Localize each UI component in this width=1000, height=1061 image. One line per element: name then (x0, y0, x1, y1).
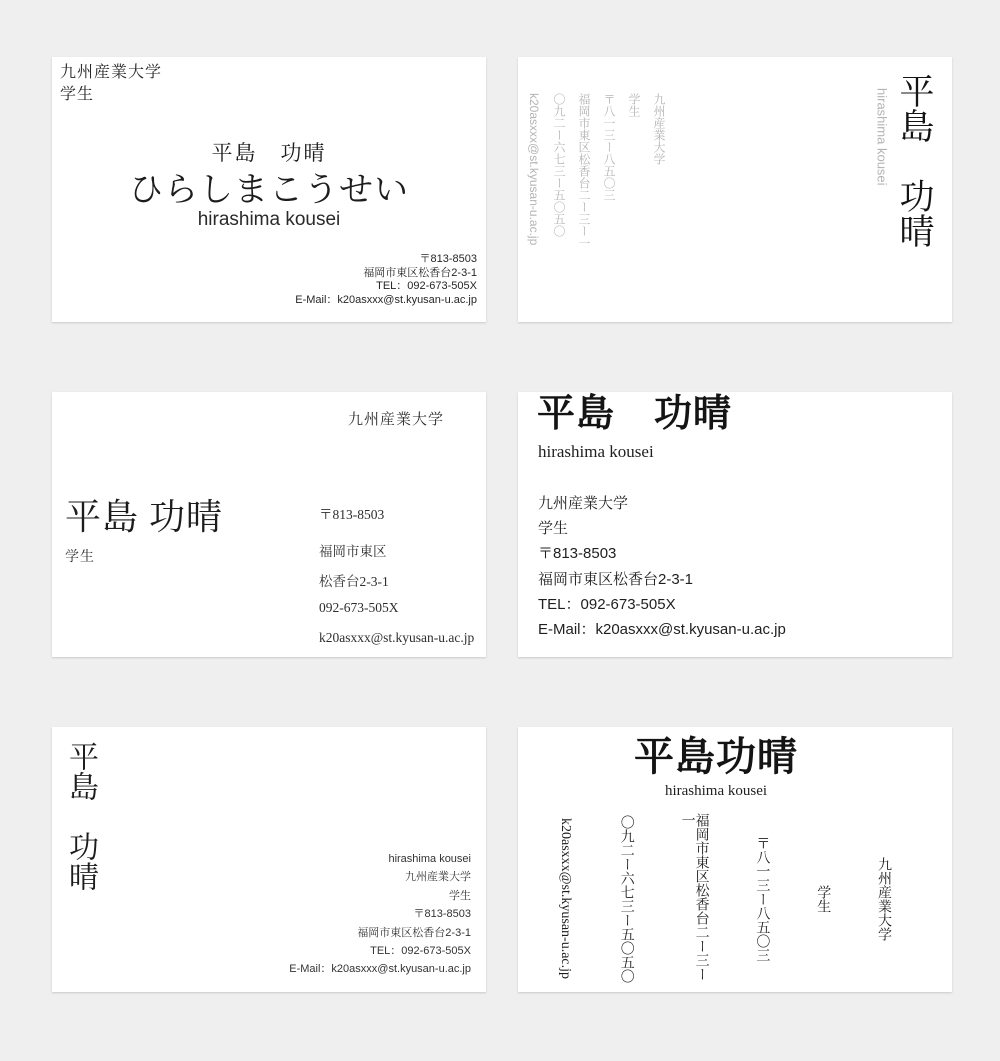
name-romaji: hirashima kousei (197, 209, 341, 230)
address-column: 福岡市東区松香台二ー三ー一 (577, 93, 591, 249)
name-kanji: 平島 功晴 (211, 142, 327, 165)
business-card-3[interactable] (52, 392, 486, 657)
affiliation-label: 九州産業大学 (348, 412, 445, 428)
tel-column: 〇九二ー六七三ー五〇五〇 (552, 93, 566, 237)
title-column: 学生 (815, 885, 831, 913)
tel-line: TEL：092-673-505X (370, 945, 471, 958)
email-line: E-Mail：k20asxxx@st.kyusan-u.ac.jp (289, 963, 471, 976)
address-line: 福岡市東区松香台2-3-1 (363, 266, 477, 279)
postal-line: 〒813-8503 (538, 545, 617, 563)
name-block (518, 734, 914, 800)
affiliation-block (60, 62, 162, 106)
address-line-2: 松香台2-3-1 (319, 574, 389, 589)
name-kanji: 平島 功晴 (65, 497, 224, 537)
business-card-6[interactable] (518, 727, 952, 992)
contact-columns-vertical (528, 93, 665, 249)
name-romaji: hirashima kousei (538, 442, 654, 461)
name-block-vertical (875, 73, 932, 248)
name-kanji-vertical: 平島 功晴 (64, 741, 97, 891)
title-line: 学生 (449, 889, 471, 902)
name-kanji: 平島 功晴 (537, 393, 733, 435)
email-line: E-Mail：k20asxxx@st.kyusan-u.ac.jp (295, 293, 477, 306)
tel-column: 〇九二ー六七三ー五〇五〇 (618, 815, 634, 983)
business-card-5[interactable] (52, 727, 486, 992)
affiliation-column: 九州産業大学 (652, 93, 666, 165)
affiliation-label: 九州産業大学 (60, 64, 163, 81)
email-line: k20asxxx@st.kyusan-u.ac.jp (319, 630, 475, 645)
affiliation-column: 九州産業大学 (875, 857, 891, 941)
business-card-2[interactable] (518, 57, 952, 322)
email-column: k20asxxx@st.kyusan-u.ac.jp (558, 818, 573, 980)
name-romaji: hirashima kousei (664, 783, 768, 799)
contact-block (289, 850, 471, 979)
address-column: 福岡市東区松香台二ー三ー一 (679, 813, 709, 981)
business-card-1[interactable] (52, 57, 486, 322)
postal-line: 〒813-8503 (319, 507, 385, 522)
affiliation-line: 九州産業大学 (538, 495, 629, 512)
title-label: 学生 (60, 86, 95, 103)
email-line: E-Mail：k20asxxx@st.kyusan-u.ac.jp (538, 621, 786, 639)
title-line: 学生 (538, 520, 569, 538)
address-line-1: 福岡市東区 (319, 544, 387, 559)
postal-column: 〒八一三ー八五〇三 (602, 93, 616, 201)
address-line: 福岡市東区松香台2-3-1 (357, 926, 471, 939)
postal-line: 〒813-8503 (419, 253, 477, 265)
name-kanji: 平島功晴 (634, 734, 798, 779)
name-romaji-line: hirashima kousei (388, 853, 471, 865)
title-column: 学生 (627, 93, 641, 117)
title-label: 学生 (65, 550, 95, 565)
contact-block (295, 253, 477, 307)
contact-block (538, 491, 786, 642)
postal-line: 〒813-8503 (413, 908, 471, 921)
affiliation-line: 九州産業大学 (405, 871, 471, 884)
name-kanji-vertical: 平島 功晴 (895, 73, 934, 248)
name-kana: ひらしまこうせい (129, 171, 409, 209)
tel-line: 092-673-505X (319, 600, 399, 615)
tel-line: TEL：092-673-505X (538, 595, 676, 613)
contact-columns-vertical (558, 813, 890, 985)
business-card-4[interactable] (518, 392, 952, 657)
postal-column: 〒八一三ー八五〇三 (754, 836, 770, 962)
tel-line: TEL：092-673-505X (376, 280, 477, 292)
name-romaji-vertical: hirashima kousei (874, 88, 890, 186)
address-line: 福岡市東区松香台2-3-1 (538, 570, 694, 588)
email-column: k20asxxx@st.kyusan-u.ac.jp (527, 93, 541, 246)
